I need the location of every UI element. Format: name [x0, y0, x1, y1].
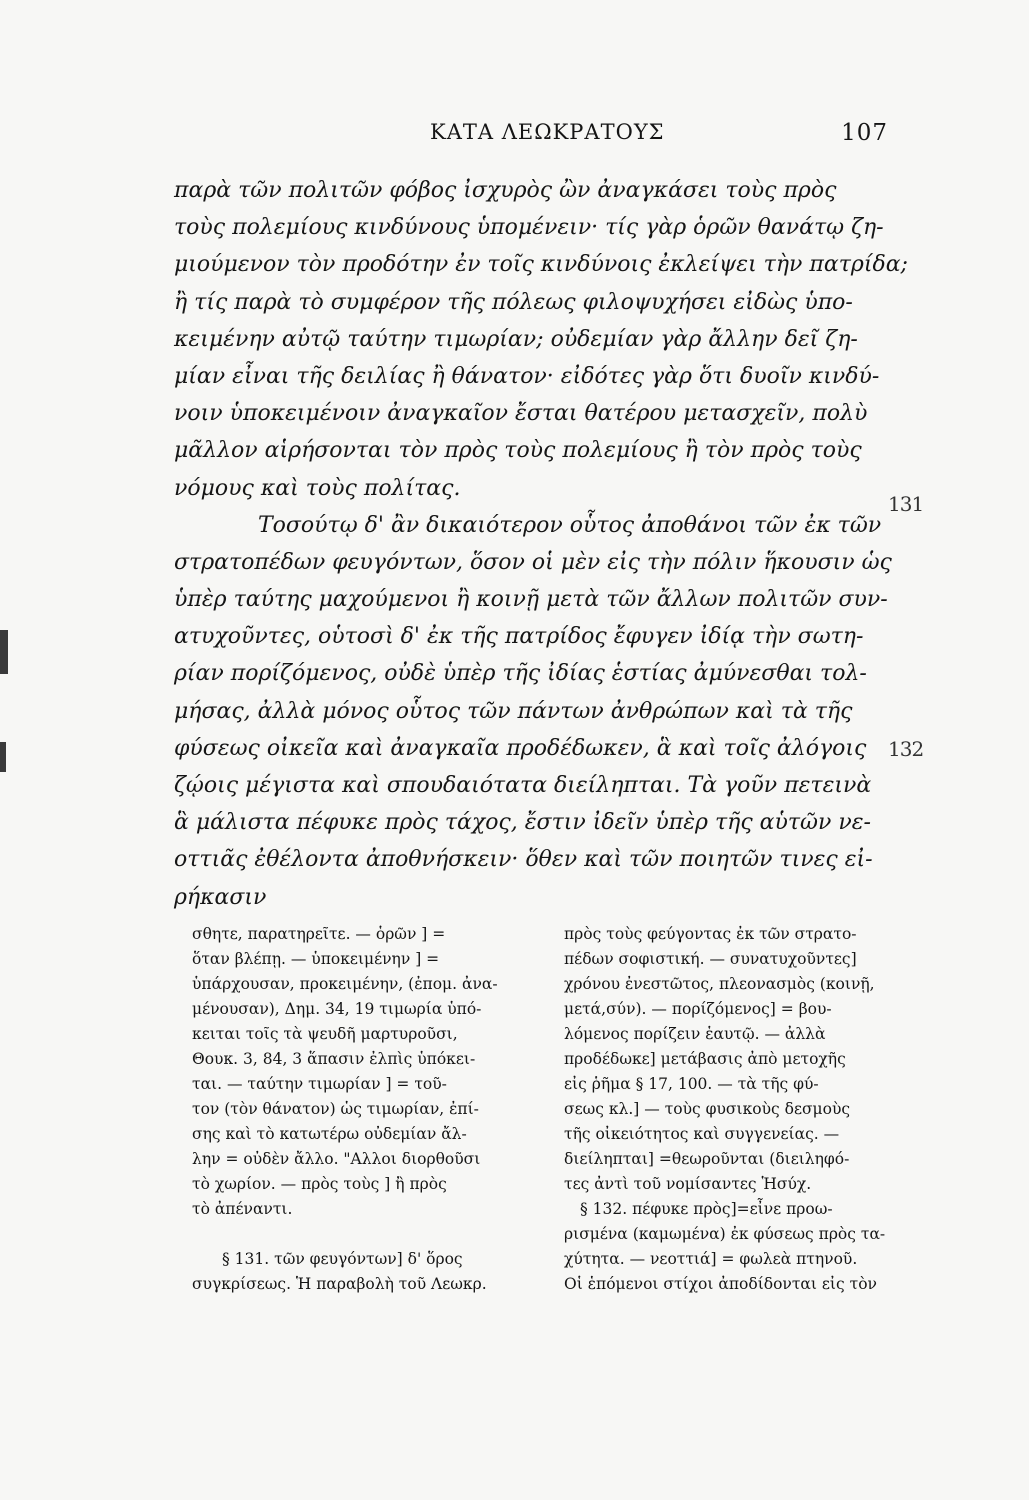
note-line: μένουσαν), Δημ. 34, 19 τιμωρία ὑπό-: [192, 1000, 482, 1018]
binding-edge-mark: [0, 742, 6, 772]
note-line: σης καὶ τὸ κατωτέρω οὐδεμίαν ἄλ-: [192, 1125, 467, 1143]
note-line: διείληπται] =θεωροῦνται (διειληφό-: [564, 1150, 850, 1168]
note-line: λην = οὐδὲν ἄλλο. "Αλλοι διορθοῦσι: [192, 1150, 481, 1168]
text-line: νοιν ὑποκειμένοιν ἀναγκαῖον ἔσται θατέρου μετασχεῖν, πολὺ: [174, 401, 868, 427]
note-line: ρισμένα (καμωμένα) ἐκ φύσεως πρὸς τα-: [564, 1225, 886, 1243]
note-line: § 132. πέφυκε πρὸς]=εἶνε προω-: [580, 1200, 833, 1218]
note-line: ὅταν βλέπῃ. — ὑποκειμένην ] =: [192, 950, 440, 968]
text-line: ἃ μάλιστα πέφυκε πρὸς τάχος, ἔστιν ἰδεῖν ὑπὲρ τῆς αὑτῶν νε-: [174, 810, 871, 836]
note-line: τον (τὸν θάνατον) ὡς τιμωρίαν, ἐπί-: [192, 1100, 479, 1118]
text-line: οττιᾶς ἐθέλοντα ἀποθνήσκειν· ὅθεν καὶ τῶν ποιητῶν τινες εἰ-: [174, 847, 873, 873]
note-line: εἰς ῥῆμα § 17, 100. — τὰ τῆς φύ-: [564, 1075, 819, 1093]
note-spacer: [192, 1222, 530, 1247]
binding-edge-mark: [0, 630, 8, 674]
note-line: τῆς οἰκειότητος καὶ συγγενείας. —: [564, 1125, 840, 1143]
text-line: τοὺς πολεμίους κινδύνους ὑπομένειν· τίς γὰρ ὁρῶν θανάτῳ ζη-: [174, 215, 884, 241]
text-line: ρίαν πορίζόμενος, οὐδὲ ὑπὲρ τῆς ἰδίας ἑστίας ἀμύνεσθαι τολ-: [174, 661, 867, 687]
note-line: συγκρίσεως. Ἡ παραβολὴ τοῦ Λεωκρ.: [192, 1275, 487, 1293]
note-line: μετά,σύν). — πορίζόμενος] = βου-: [564, 1000, 832, 1018]
note-line: ται. — ταύτην τιμωρίαν ] = τοῦ-: [192, 1075, 447, 1093]
text-line: ζῴοις μέγιστα καὶ σπουδαιότατα διείληπται. Τὰ γοῦν πετεινὰ: [174, 773, 872, 798]
text-line: ὑπὲρ ταύτης μαχούμενοι ἢ κοινῇ μετὰ τῶν ἄλλων πολιτῶν συν-: [174, 587, 888, 613]
note-line: ὑπάρχουσαν, προκειμένην, (ἐπομ. ἀνα-: [192, 975, 498, 993]
running-header: [430, 120, 910, 154]
note-line: λόμενος πορίζειν ἑαυτῷ. — ἀλλὰ: [564, 1025, 826, 1043]
running-title: ΚΑΤΑ ΛΕΩΚΡΑΤΟΥΣ: [430, 120, 665, 144]
text-line: Τοσούτῳ δ' ἂν δικαιότερον οὗτος ἀποθάνοι τῶν ἐκ τῶν: [258, 512, 882, 538]
section-number-131: 131: [888, 492, 924, 516]
text-line: κειμένην αὐτῷ ταύτην τιμωρίαν; οὐδεμίαν γὰρ ἄλλην δεῖ ζη-: [174, 326, 858, 352]
text-line: μήσας, ἀλλὰ μόνος οὗτος τῶν πάντων ἀνθρώπων καὶ τὰ τῆς: [174, 698, 853, 724]
section-number-132: 132: [888, 737, 924, 761]
note-line: σθητε, παρατηρεῖτε. — ὁρῶν ] =: [192, 925, 446, 943]
page-number: 107: [841, 120, 888, 146]
note-line: σεως κλ.] — τοὺς φυσικοὺς δεσμοὺς: [564, 1100, 851, 1118]
footnotes-left-column: [192, 922, 530, 1297]
note-line: χύτητα. — νεοττιά] = φωλεὰ πτηνοῦ.: [564, 1250, 858, 1268]
text-line: φύσεως οἰκεῖα καὶ ἀναγκαῖα προδέδωκεν, ἃ καὶ τοῖς ἀλόγοις: [174, 735, 867, 761]
text-line: ατυχοῦντες, οὑτοσὶ δ' ἐκ τῆς πατρίδος ἔφυγεν ἰδίᾳ τὴν σωτη-: [174, 624, 864, 650]
note-line: τὸ ἀπέναντι.: [192, 1200, 293, 1218]
text-line: μίαν εἶναι τῆς δειλίας ἢ θάνατον· εἰδότες γὰρ ὅτι δυοῖν κινδύ-: [174, 363, 880, 389]
note-line: χρόνου ἐνεστῶτος, πλεονασμὸς (κοινῇ,: [564, 975, 875, 993]
note-line: § 131. τῶν φευγόντων] δ' ὅρος: [222, 1250, 463, 1268]
note-line: προδέδωκε] μετάβασις ἀπὸ μετοχῆς: [564, 1050, 846, 1068]
text-line: ἢ τίς παρὰ τὸ συμφέρον τῆς πόλεως φιλοψυχήσει εἰδὼς ὑπο-: [174, 289, 853, 315]
text-line: παρὰ τῶν πολιτῶν φόβος ἰσχυρὸς ὢν ἀναγκάσει τοὺς πρὸς: [174, 178, 837, 203]
note-line: πέδων σοφιστική. — συνατυχοῦντες]: [564, 950, 857, 968]
text-line: ρήκασιν: [174, 884, 267, 910]
footnotes-right-column: [564, 922, 894, 1297]
text-line: νόμους καὶ τοὺς πολίτας.: [174, 475, 461, 501]
text-line: μιούμενον τὸν προδότην ἐν τοῖς κινδύνοις ἐκλείψει τὴν πατρίδα;: [174, 252, 908, 278]
text-line: μᾶλλον αἱρήσονται τὸν πρὸς τοὺς πολεμίους ἢ τὸν πρὸς τοὺς: [174, 438, 862, 464]
text-line: στρατοπέδων φευγόντων, ὅσον οἱ μὲν εἰς τὴν πόλιν ἥκουσιν ὡς: [174, 549, 892, 575]
note-line: κειται τοῖς τὰ ψευδῆ μαρτυροῦσι,: [192, 1025, 458, 1043]
note-line: Θουκ. 3, 84, 3 ἅπασιν ἐλπὶς ὑπόκει-: [192, 1050, 476, 1068]
note-line: πρὸς τοὺς φεύγοντας ἐκ τῶν στρατο-: [564, 925, 857, 943]
note-line: τες ἀντὶ τοῦ νομίσαντες Ἡσύχ.: [564, 1175, 812, 1193]
note-line: τὸ χωρίον. — πρὸς τοὺς ] ἢ πρὸς: [192, 1175, 447, 1193]
note-line: Οἱ ἑπόμενοι στίχοι ἀποδίδονται εἰς τὸν: [564, 1275, 877, 1293]
